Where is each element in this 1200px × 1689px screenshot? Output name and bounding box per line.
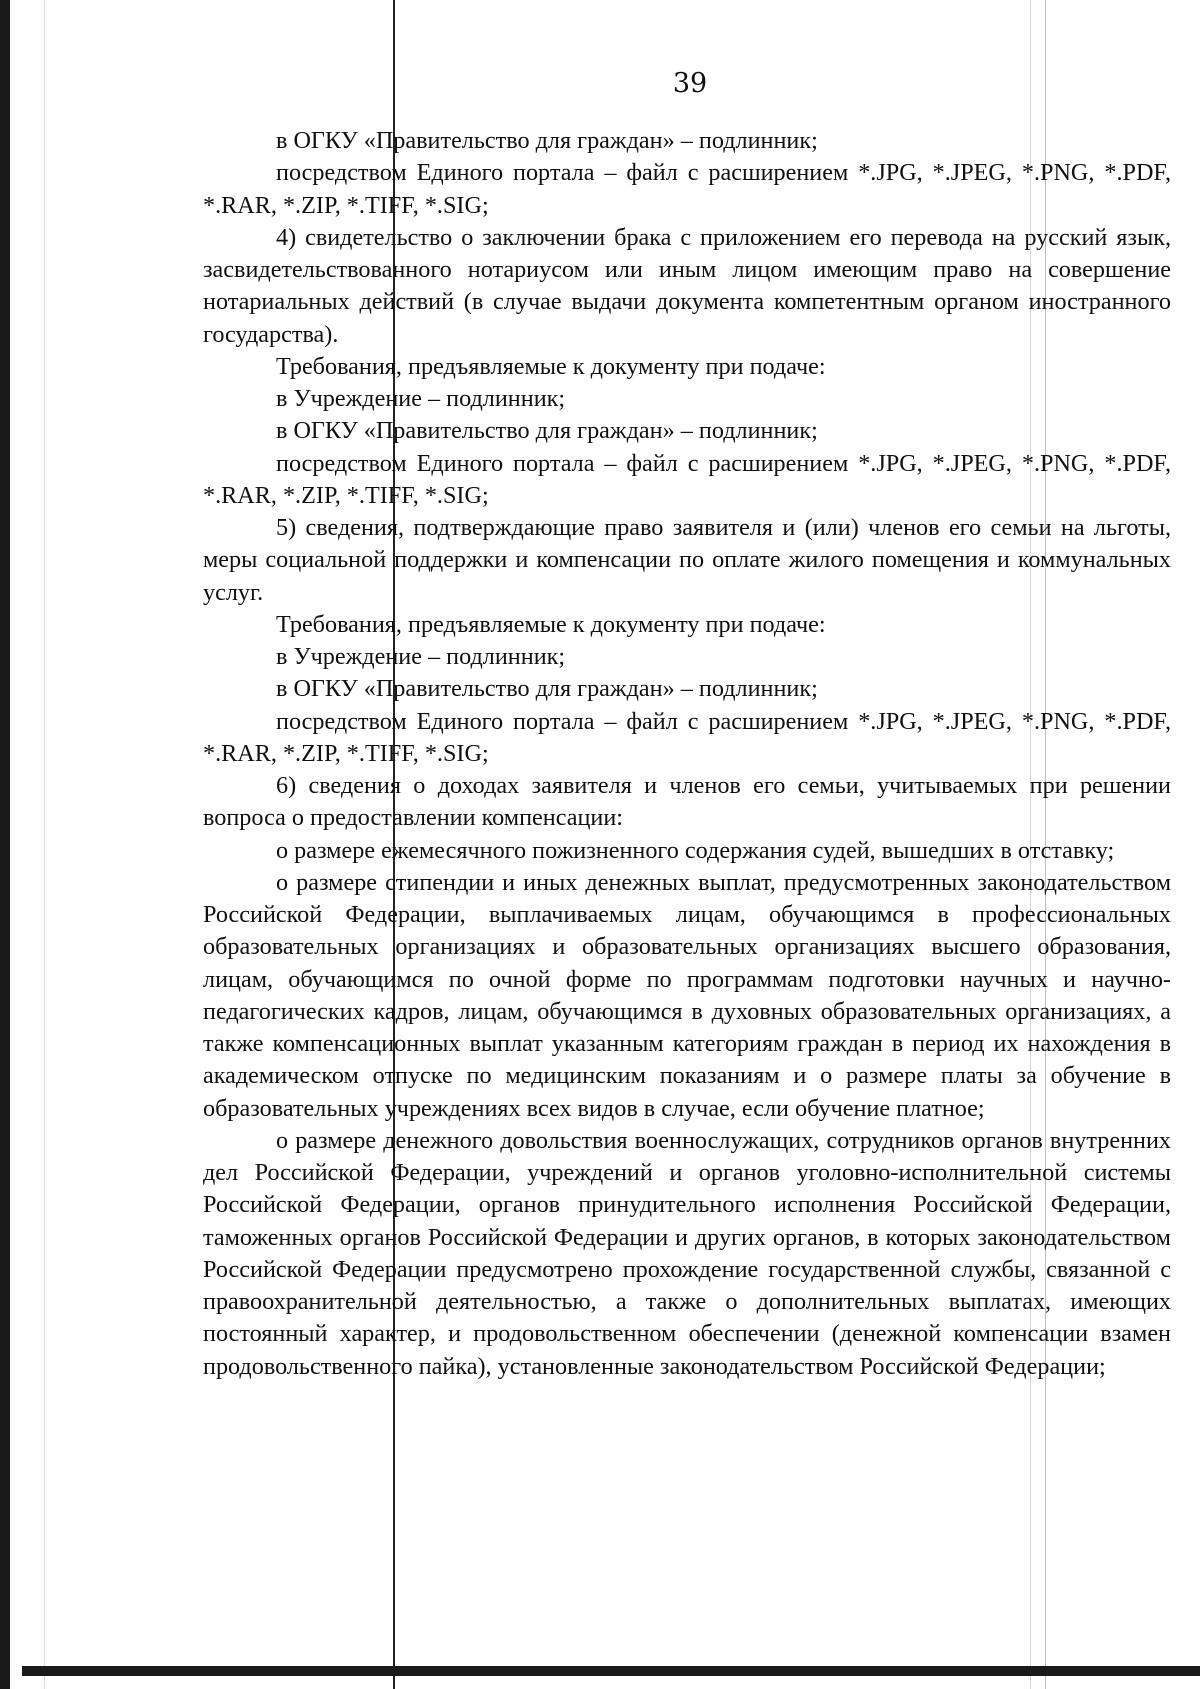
- paragraph: посредством Единого портала – файл с расширением *.JPG, *.JPEG, *.PNG, *.PDF, *.RAR, *.ZIP, *.TIFF, *.SIG;: [203, 449, 1171, 509]
- paragraph: о размере денежного довольствия военнослужащих, сотрудников органов внутренних дел Российской Федерации, учреждений и органов уголовно-исполнительной системы Российской Федерации, органов принудительного исполнения Российской Федерации, таможенных органов Российской Федерации и других органов, в которых законодательством Российской Федерации предусмотрено прохождение государственной службы, связанной с правоохранительной деятельностью, а также о дополнительных выплатах, имеющих постоянный характер, и продовольственном обеспечении (денежной компенсации взамен продовольственного пайка), установленные законодательством Российской Федерации;: [203, 1126, 1171, 1380]
- paragraph: посредством Единого портала – файл с расширением *.JPG, *.JPEG, *.PNG, *.PDF, *.RAR, *.ZIP, *.TIFF, *.SIG;: [203, 707, 1171, 767]
- scan-edge-bottom: [22, 1666, 1200, 1676]
- paragraph: 4) свидетельство о заключении брака с приложением его перевода на русский язык, засвидетельствованного нотариусом или иным лицом имеющим право на совершение нотариальных действий (в случае выдачи документа компетентным органом иностранного государства).: [203, 223, 1171, 348]
- paragraph: в Учреждение – подлинник;: [276, 643, 566, 670]
- scan-edge-left: [0, 0, 10, 1689]
- scan-line-faint-left: [44, 0, 45, 1689]
- paragraph: Требования, предъявляемые к документу при подаче:: [276, 352, 826, 380]
- paragraph: о размере ежемесячного пожизненного содержания судей, вышедших в отставку;: [276, 836, 1115, 864]
- paragraph: в ОГКУ «Правительство для граждан» – подлинник;: [276, 675, 818, 703]
- paragraph: 5) сведения, подтверждающие право заявителя и (или) членов его семьи на льготы, меры социальной поддержки и компенсации по оплате жилого помещения и коммунальных услуг.: [203, 514, 1171, 606]
- paragraph: в ОГКУ «Правительство для граждан» – подлинник;: [276, 127, 818, 154]
- document-body: [203, 125, 1171, 1383]
- page-number: 39: [672, 68, 708, 99]
- paragraph: в Учреждение – подлинник;: [276, 385, 566, 412]
- paragraph: 6) сведения о доходах заявителя и членов его семьи, учитываемых при решении вопроса о предоставлении компенсации:: [203, 772, 1171, 832]
- paragraph: Требования, предъявляемые к документу при подаче:: [276, 610, 826, 638]
- paragraph: в ОГКУ «Правительство для граждан» – подлинник;: [276, 417, 818, 445]
- paragraph: о размере стипендии и иных денежных выплат, предусмотренных законодательством Российской Федерации, выплачиваемых лицам, обучающимся в профессиональных образовательных организациях и образовательных организациях высшего образования, лицам, обучающимся по очной форме по программам подготовки научных и научно-педагогических кадров, лицам, обучающимся в духовных образовательных организациях, а также компенсационных выплат указанным категориям граждан в период их нахождения в академическом отпуске по медицинским показаниям и о размере платы за обучение в образовательных учреждениях всех видов в случае, если обучение платное;: [203, 868, 1171, 1122]
- paragraph: посредством Единого портала – файл с расширением *.JPG, *.JPEG, *.PNG, *.PDF, *.RAR, *.ZIP, *.TIFF, *.SIG;: [203, 159, 1171, 219]
